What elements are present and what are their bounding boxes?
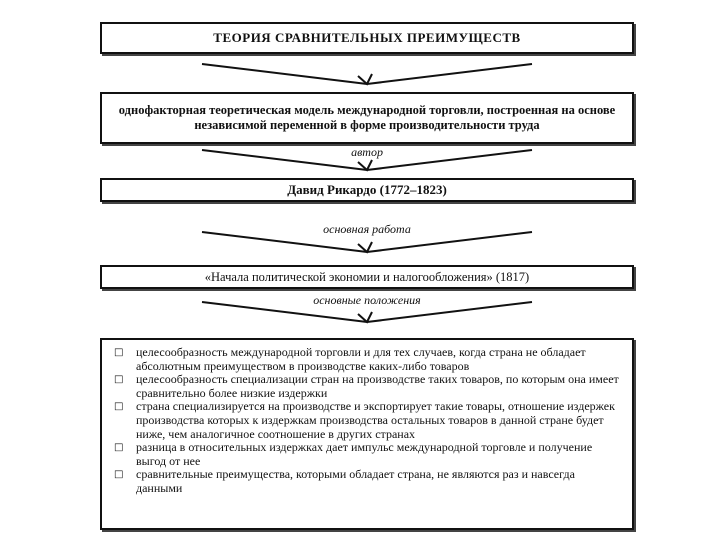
provisions-list (114, 346, 622, 496)
square-bullet-icon: □ (114, 401, 124, 413)
arrow-1 (200, 62, 534, 88)
list-item: □ сравнительные преимущества, которыми обладает страна, не являются раз и навсегда данными (114, 467, 575, 495)
definition-text: однофакторная теоретическая модель международной торговли, построенная на основе независимой переменной в форме производительности труда (118, 103, 616, 132)
work-text: «Начала политической экономии и налогообложения» (1817) (204, 269, 530, 284)
square-bullet-icon: □ (114, 442, 124, 454)
square-bullet-icon: □ (114, 374, 124, 386)
label-provisions: основные положения (313, 293, 421, 307)
square-bullet-icon: □ (114, 469, 124, 481)
diagram-title: ТЕОРИЯ СРАВНИТЕЛЬНЫХ ПРЕИМУЩЕСТВ (213, 30, 521, 45)
work-box (100, 265, 634, 289)
title-box (100, 22, 634, 54)
provisions-box (100, 338, 634, 530)
list-item: □ целесообразность международной торговли и для тех случаев, когда страна не обладает абсолютным преимуществом в производстве каких-либо товаров (114, 345, 586, 373)
square-bullet-icon: □ (114, 347, 124, 358)
label-works: основная работа (323, 222, 411, 236)
author-box (100, 178, 634, 202)
author-text: Давид Рикардо (1772–1823) (287, 182, 447, 197)
list-item: □ целесообразность специализации стран на производстве таких товаров, по которым она имеет сравнительно более низкие издержки (114, 372, 619, 400)
definition-box (100, 92, 634, 144)
list-item: □ страна специализируется на производстве и экспортирует такие товары, отношение издержек производства которых к издержкам производства остальных товаров в данной стране будет ниже, чем аналогичное соотношение в других странах (114, 399, 615, 441)
list-item: □ разница в относительных издержках дает импульс международной торговле и получение выгод от нее (114, 440, 593, 468)
label-author: автор (351, 145, 383, 159)
